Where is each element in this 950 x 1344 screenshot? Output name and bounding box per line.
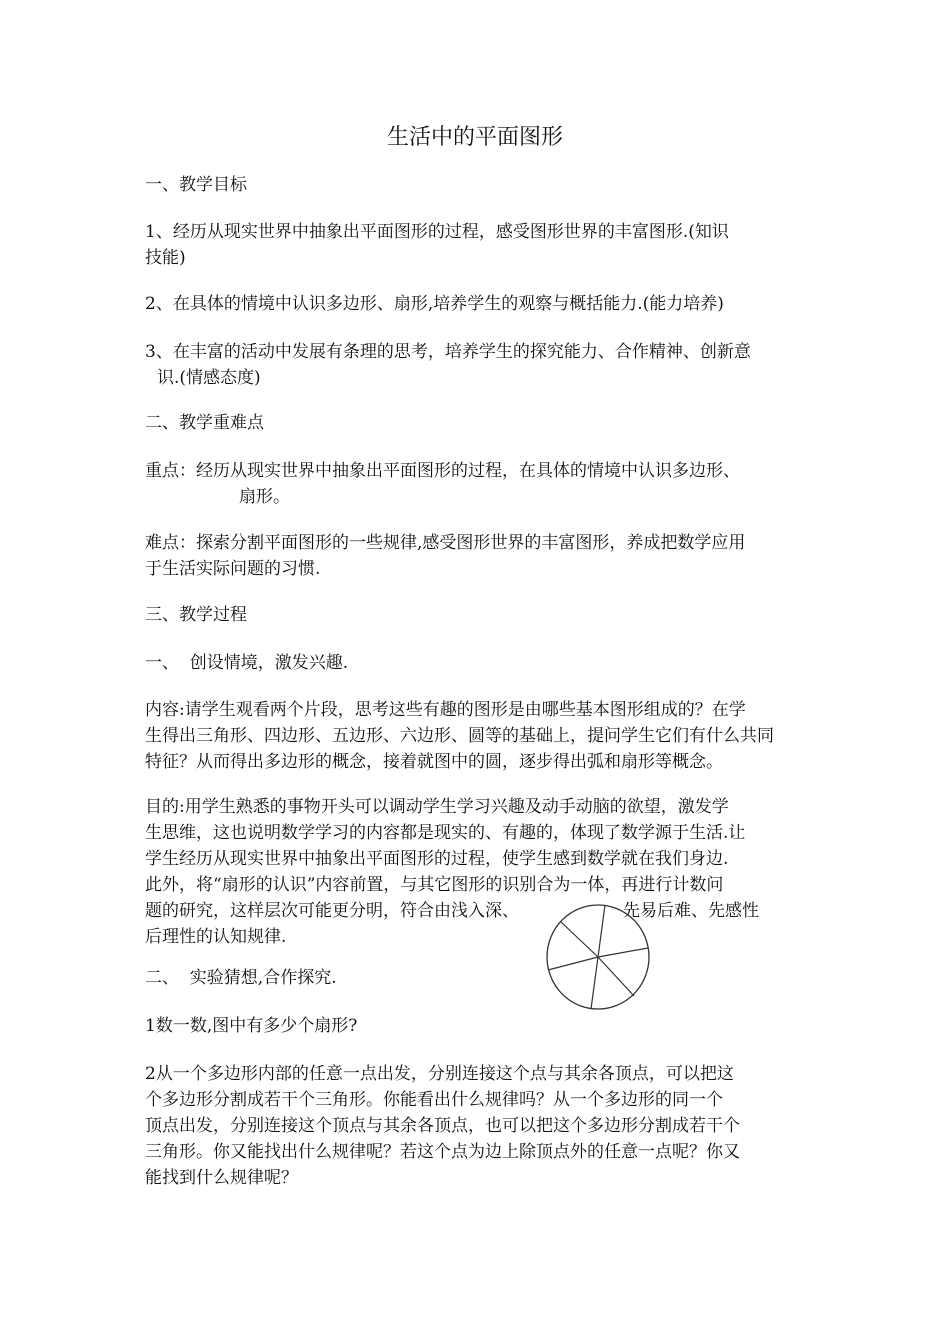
key-point-line-2: 扇形。 — [239, 487, 290, 507]
question-2-line-4: 三角形。你又能找出什么规律呢？若这个点为边上除顶点外的任意一点呢？你又 — [145, 1142, 740, 1162]
purpose-line-5-right: 先易后难、先感性 — [623, 901, 759, 921]
difficult-point-line-1: 难点：探索分割平面图形的一些规律,感受图形世界的丰富图形，养成把数学应用 — [145, 533, 746, 553]
goal-2 — [145, 291, 835, 317]
purpose-line-3: 学生经历从现实世界中抽象出平面图形的过程，使学生感到数学就在我们身边. — [145, 849, 729, 869]
question-2-line-2: 个多边形分割成若干个三角形。你能看出什么规律吗？从一个多边形的同一个 — [145, 1090, 723, 1110]
section-heading-text: 二、教学重难点 — [145, 413, 264, 433]
difficult-point-line-2: 于生活实际问题的习惯. — [145, 559, 321, 579]
circle-sectors-figure — [544, 902, 652, 1012]
sector-radius-2 — [561, 922, 598, 957]
purpose-line-5-left: 题的研究，这样层次可能更分明，符合由浅入深、 — [145, 901, 519, 921]
key-point-line-1: 重点：经历从现实世界中抽象出平面图形的过程，在具体的情境中认识多边形、 — [145, 461, 740, 481]
goal-3-line-2: 识.(情感态度) — [157, 368, 261, 388]
question-1 — [145, 1013, 835, 1039]
purpose-line-6: 后理性的认知规律. — [145, 927, 287, 947]
goal-3 — [145, 339, 835, 391]
difficult-point — [145, 530, 835, 582]
step-1-heading — [145, 650, 835, 676]
key-point — [145, 458, 835, 510]
document-title: 生活中的平面图形 — [386, 125, 563, 150]
question-2-line-1: 2从一个多边形内部的任意一点出发，分别连接这个点与其余各顶点，可以把这 — [145, 1064, 734, 1084]
content-paragraph — [145, 697, 835, 775]
goal-3-line-1: 3、在丰富的活动中发展有条理的思考，培养学生的探究能力、合作精神、创新意 — [145, 342, 751, 362]
content-line-3: 特征？从而得出多边形的概念，接着就图中的圆，逐步得出弧和扇形等概念。 — [145, 752, 723, 772]
goal-2-line: 2、在具体的情境中认识多边形、扇形,培养学生的观察与概括能力.(能力培养) — [145, 294, 724, 314]
content-line-1: 内容:请学生观看两个片段，思考这些有趣的图形是由哪些基本图形组成的？在学 — [145, 700, 746, 720]
goal-1 — [145, 219, 835, 271]
section-heading-text: 一、教学目标 — [145, 175, 247, 195]
purpose-line-2: 生思维，这也说明数学学习的内容都是现实的、有趣的，体现了数学源于生活.让 — [145, 823, 746, 843]
section-heading-key-points — [145, 410, 835, 436]
purpose-paragraph — [145, 794, 835, 950]
content-line-2: 生得出三角形、四边形、五边形、六边形、圆等的基础上，提问学生它们有什么共同 — [145, 726, 774, 746]
section-heading-process — [145, 602, 835, 628]
goal-1-line-1: 1、经历从现实世界中抽象出平面图形的过程，感受图形世界的丰富图形.(知识 — [145, 222, 729, 242]
purpose-line-5 — [145, 898, 835, 924]
question-2-line-3: 顶点出发，分别连接这个顶点与其余各顶点，也可以把这个多边形分割成若干个 — [145, 1116, 740, 1136]
question-1-text: 1数一数,图中有多少个扇形? — [145, 1016, 358, 1036]
question-2 — [145, 1061, 835, 1191]
section-heading-objectives — [145, 172, 835, 198]
sector-radius-6 — [598, 948, 648, 957]
step-2-heading — [145, 965, 835, 991]
step-2-heading-text: 二、 实验猜想,合作探究. — [145, 968, 337, 988]
purpose-line-1: 目的:用学生熟悉的事物开头可以调动学生学习兴趣及动手动脑的欲望，激发学 — [145, 797, 729, 817]
step-1-heading-text: 一、 创设情境，激发兴趣. — [145, 653, 349, 673]
section-heading-text: 三、教学过程 — [145, 605, 247, 625]
goal-1-line-2: 技能) — [145, 248, 186, 268]
purpose-line-4: 此外，将“扇形的认识”内容前置，与其它图形的识别合为一体，再进行计数问 — [145, 875, 724, 895]
question-2-line-5: 能找到什么规律呢？ — [145, 1168, 298, 1188]
sector-radius-1 — [598, 905, 605, 957]
